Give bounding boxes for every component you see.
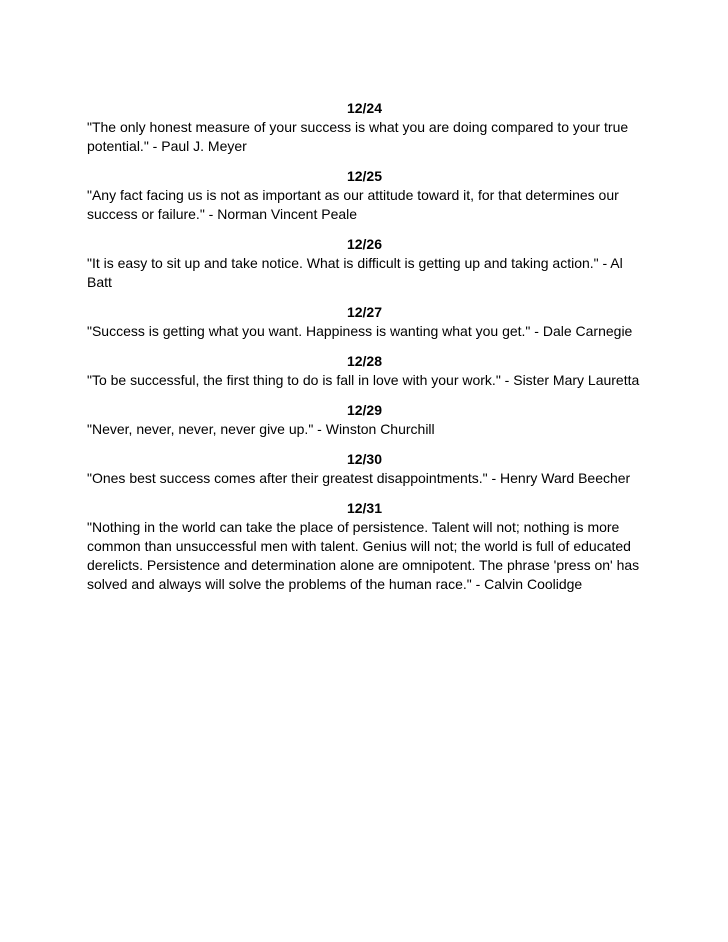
- quote-entry: [87, 499, 642, 594]
- quote-entry: [87, 167, 642, 224]
- quote-entry: [87, 99, 642, 156]
- entry-date: 12/26: [346, 236, 383, 252]
- entry-date: 12/29: [346, 402, 383, 418]
- quote-entry: [87, 352, 642, 390]
- entry-quote: "Nothing in the world can take the place of persistence. Talent will not; nothing is more common than unsuccessful men with talent. Genius will not; the world is full of educated derelicts. Persistence and determination alone are omnipotent. The phrase 'press on' has solved and always will solve the problems of the human race." - Calvin Coolidge: [87, 519, 640, 592]
- entry-date: 12/24: [346, 100, 383, 116]
- quote-list: [87, 99, 642, 605]
- quote-entry: [87, 401, 642, 439]
- entry-date: 12/28: [346, 353, 383, 369]
- entry-quote: "Any fact facing us is not as important as our attitude toward it, for that determines our success or failure." - Norman Vincent Peale: [87, 187, 619, 222]
- entry-date: 12/30: [346, 451, 383, 467]
- quote-entry: [87, 450, 642, 488]
- entry-quote: "The only honest measure of your success is what you are doing compared to your true potential." - Paul J. Meyer: [87, 119, 629, 154]
- entry-date: 12/25: [346, 168, 383, 184]
- entry-quote: "Ones best success comes after their greatest disappointments." - Henry Ward Beecher: [87, 470, 631, 486]
- quote-entry: [87, 303, 642, 341]
- entry-quote: "Never, never, never, never give up." - Winston Churchill: [87, 421, 435, 437]
- entry-quote: "Success is getting what you want. Happiness is wanting what you get." - Dale Carnegie: [87, 323, 633, 339]
- entry-quote: "To be successful, the first thing to do is fall in love with your work." - Sister Mary Lauretta: [87, 372, 640, 388]
- quote-entry: [87, 235, 642, 292]
- entry-date: 12/27: [346, 304, 383, 320]
- entry-date: 12/31: [346, 500, 383, 516]
- entry-quote: "It is easy to sit up and take notice. What is difficult is getting up and taking action." - Al Batt: [87, 255, 623, 290]
